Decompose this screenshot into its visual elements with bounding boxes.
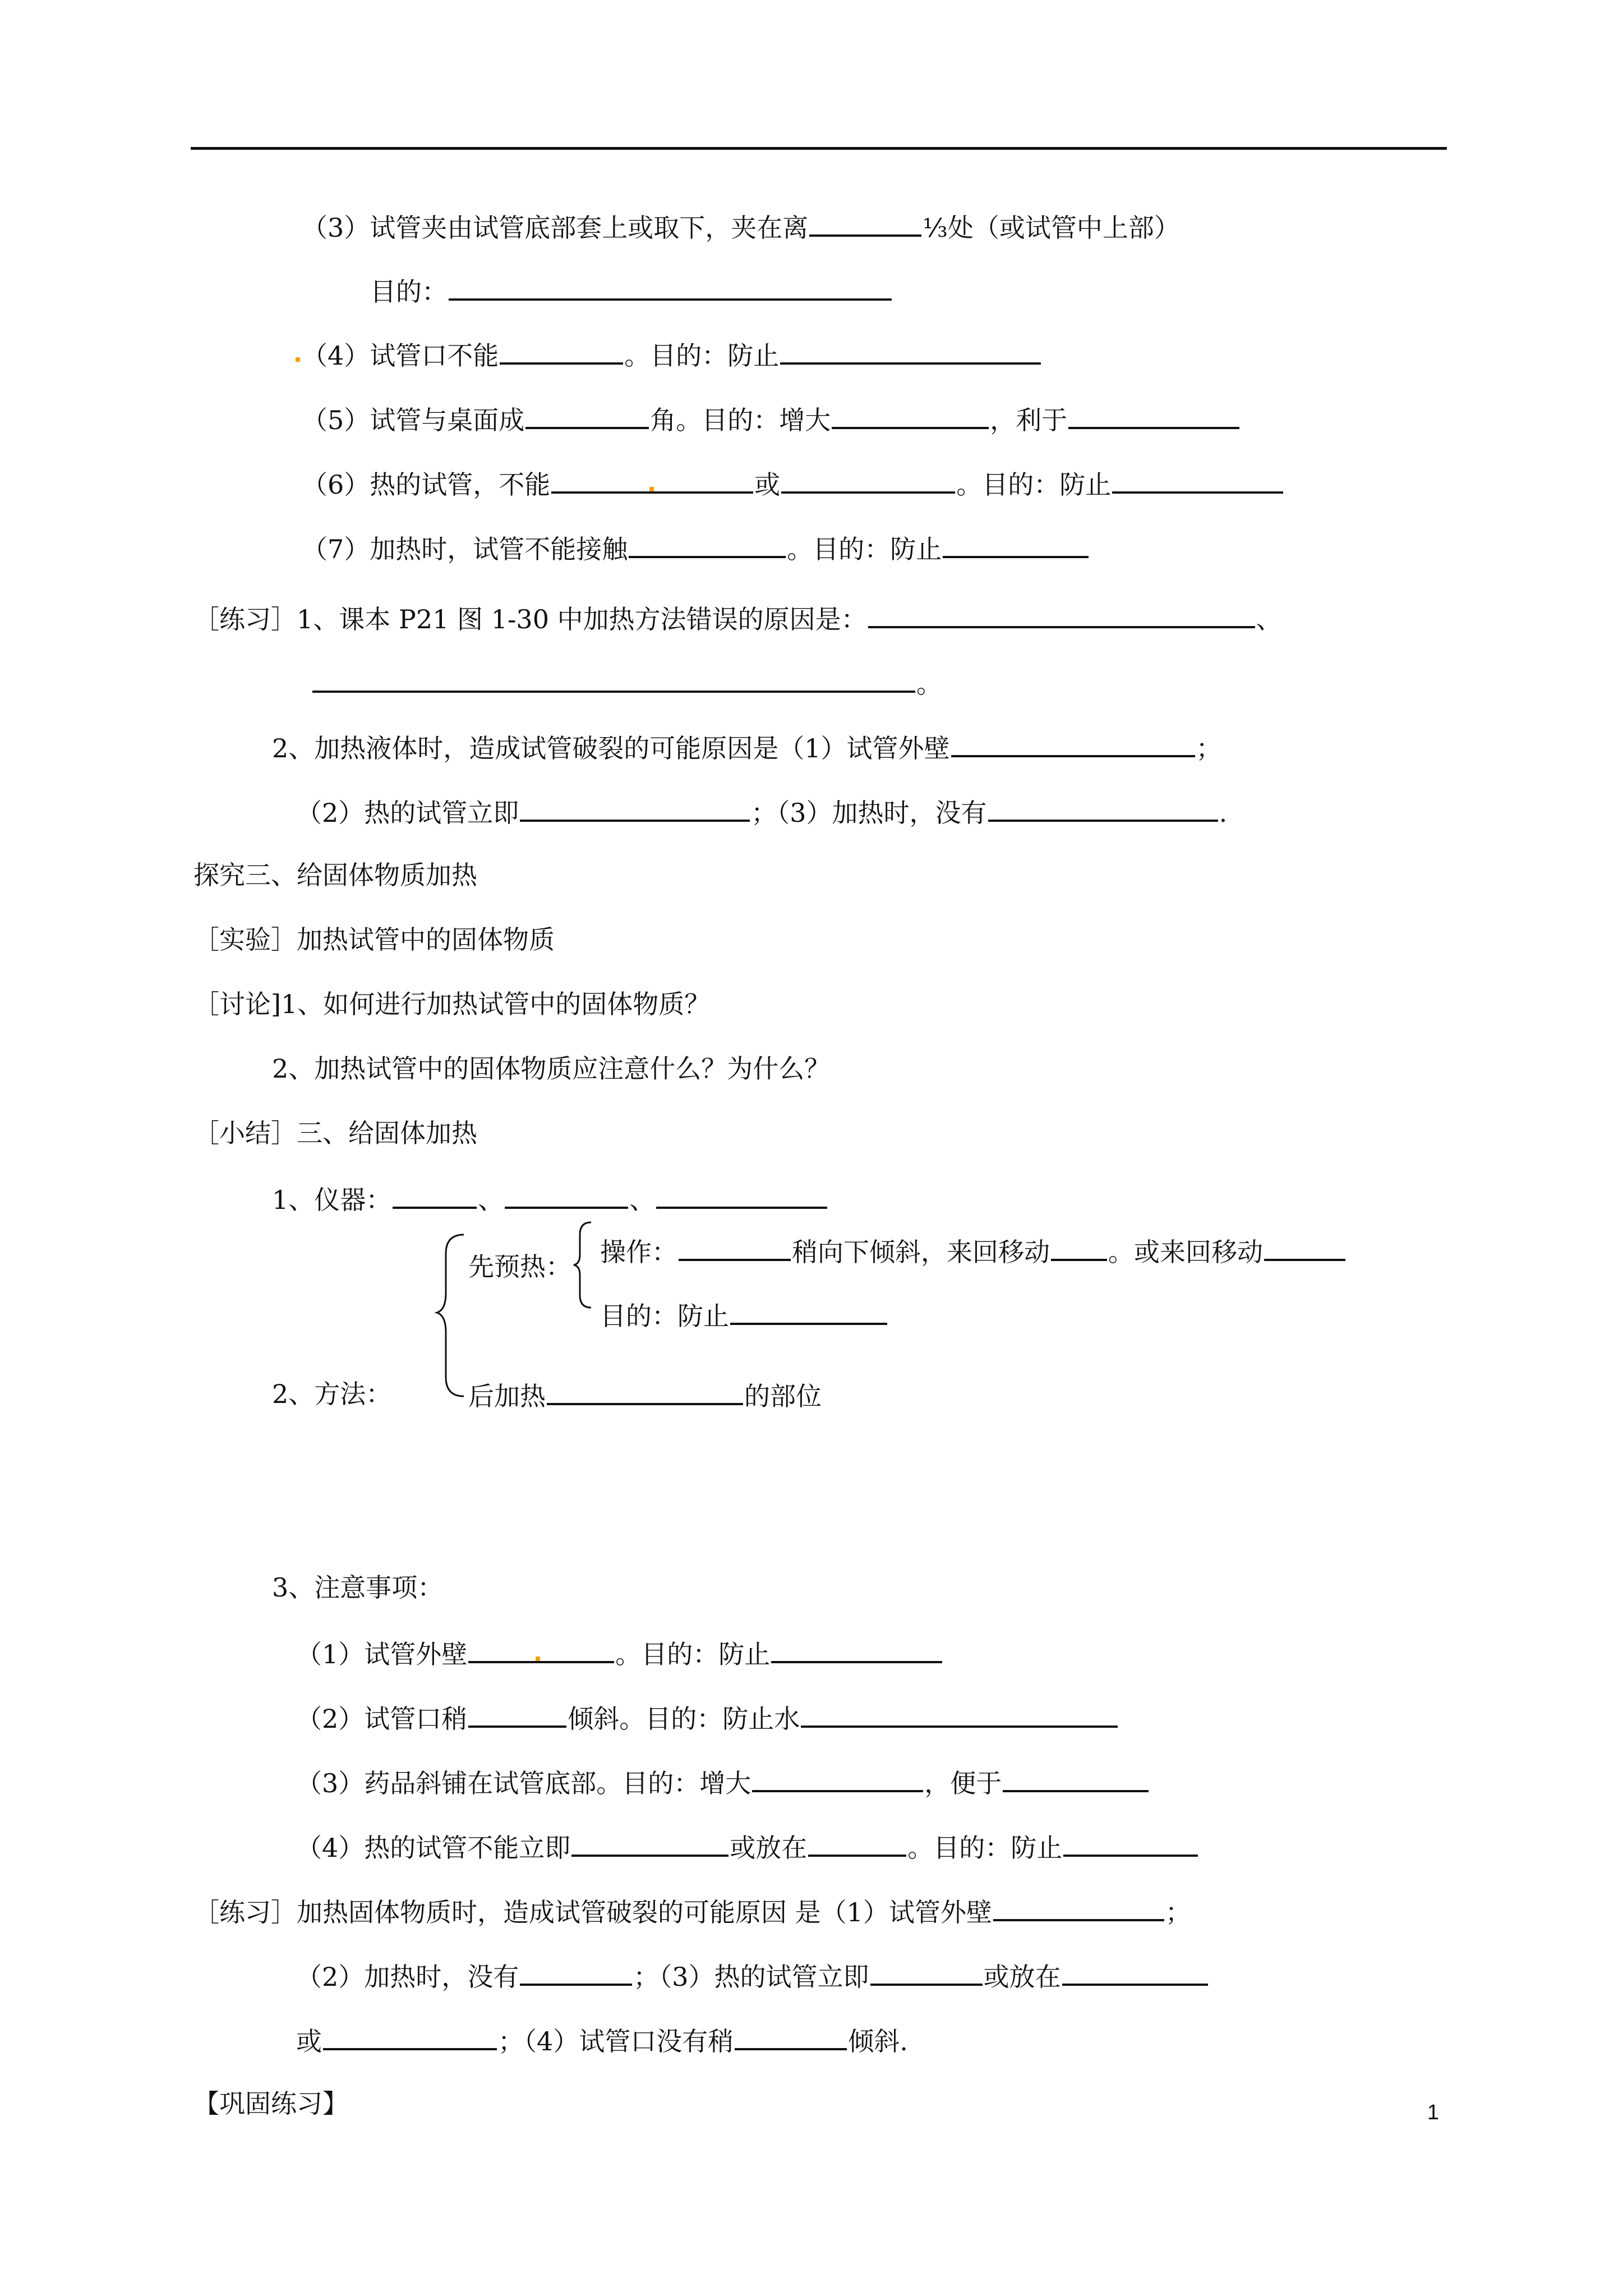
blank[interactable] [780,337,1041,365]
orange-dot-mark [296,357,300,362]
orange-dot-mark [536,1657,540,1661]
line-7-heating-contact: （7）加热时，试管不能接触 。目的：防止 [302,530,1090,566]
blank[interactable] [1063,1829,1198,1857]
note-1: （1）试管外壁 。目的：防止 [296,1635,943,1671]
blank[interactable] [525,401,649,429]
preheat-purpose: 目的：防止 [600,1297,888,1333]
note-3: （3）药品斜铺在试管底部。目的：增大 ，便于 [296,1764,1150,1800]
exercise-2-cont: （2）热的试管立即 ；（3）加热时，没有 . [296,794,1227,830]
blank[interactable] [571,1829,728,1857]
blank[interactable] [505,1181,628,1209]
blank[interactable] [801,1700,1118,1728]
exercise-solid-cont-1: （2）加热时，没有 ；（3）热的试管立即 或放在 [296,1958,1209,1994]
preheat-label: 先预热： [468,1251,571,1282]
discussion-2: 2、加热试管中的固体物质应注意什么？为什么？ [272,1053,831,1084]
experiment-line: ［实验］加热试管中的固体物质 [193,924,555,955]
blank[interactable] [547,1377,743,1405]
line-purpose: 目的： [370,273,893,309]
blank[interactable] [323,2022,497,2050]
exercise-solid-cont-2: 或 ；（4）试管口没有稍 倾斜. [296,2022,908,2058]
blank[interactable] [1003,1764,1149,1792]
blank[interactable] [993,1893,1164,1921]
blank[interactable] [730,1297,887,1325]
blank[interactable] [943,530,1089,558]
blank[interactable] [520,1958,632,1986]
exercise-solid: ［练习］加热固体物质时，造成试管破裂的可能原因 是（1）试管外壁 ； [193,1893,1191,1929]
blank[interactable] [735,2022,847,2050]
page-number: 1 [1427,2101,1439,2124]
note-2: （2）试管口稍 倾斜。目的：防止水 [296,1700,1119,1736]
method-heat-after: 后加热 的部位 [468,1377,822,1413]
blank[interactable] [808,1829,906,1857]
blank[interactable] [988,794,1218,822]
blank[interactable] [832,401,989,429]
small-brace [572,1220,594,1310]
blank[interactable] [870,1958,983,1986]
blank[interactable] [752,1764,923,1792]
blank[interactable] [468,1700,566,1728]
blank[interactable] [449,273,892,301]
blank[interactable] [1264,1233,1345,1261]
blank[interactable] [629,530,786,558]
line-3-tube-clamp: （3）试管夹由试管底部套上或取下，夹在离 ⅓处（或试管中上部） [302,209,1180,245]
exercise-2: 2、加热液体时，造成试管破裂的可能原因是（1）试管外壁 ； [272,729,1222,765]
blank[interactable] [868,600,1255,628]
blank[interactable] [679,1233,791,1261]
line-6-hot-tube: （6）热的试管，不能 或 。目的：防止 [302,466,1284,501]
blank[interactable] [771,1635,942,1663]
blank[interactable] [951,729,1195,757]
notes-heading: 3、注意事项： [272,1572,444,1603]
section-heading-3: 探究三、给固体物质加热 [193,860,477,890]
line-5-tube-angle: （5）试管与桌面成 角。目的：增大 ，利于 [302,401,1241,437]
consolidation-heading: 【巩固练习】 [193,2088,348,2119]
summary-heading: ［小结］三、给固体加热 [193,1118,477,1148]
exercise-1: ［练习］1、课本 P21 图 1-30 中加热方法错误的原因是： 、 [193,600,1282,636]
blank[interactable] [656,1181,827,1209]
blank[interactable] [1062,1958,1208,1986]
instruments-line: 1、仪器： 、 、 [272,1181,828,1217]
preheat-operation: 操作： 稍向下倾斜，来回移动 。或来回移动 [600,1233,1347,1269]
orange-dot-mark [649,487,654,491]
blank[interactable] [500,337,623,365]
blank[interactable] [468,1635,614,1663]
header-rule [191,147,1447,150]
line-4-tube-mouth: （4）试管口不能 。目的：防止 [302,337,1042,372]
blank[interactable] [393,1181,477,1209]
method-label: 2、方法： [272,1379,392,1409]
blank[interactable] [1112,466,1283,494]
large-brace [435,1231,468,1400]
blank[interactable] [781,466,955,494]
note-4: （4）热的试管不能立即 或放在 。目的：防止 [296,1829,1199,1865]
discussion-1: ［讨论]1、如何进行加热试管中的固体物质？ [193,989,711,1019]
blank[interactable] [1068,401,1239,429]
blank[interactable] [520,794,750,822]
blank[interactable] [809,209,921,237]
blank[interactable] [312,665,915,693]
exercise-1-cont: 。 [311,665,942,701]
blank[interactable] [551,466,753,494]
blank[interactable] [1051,1233,1107,1261]
